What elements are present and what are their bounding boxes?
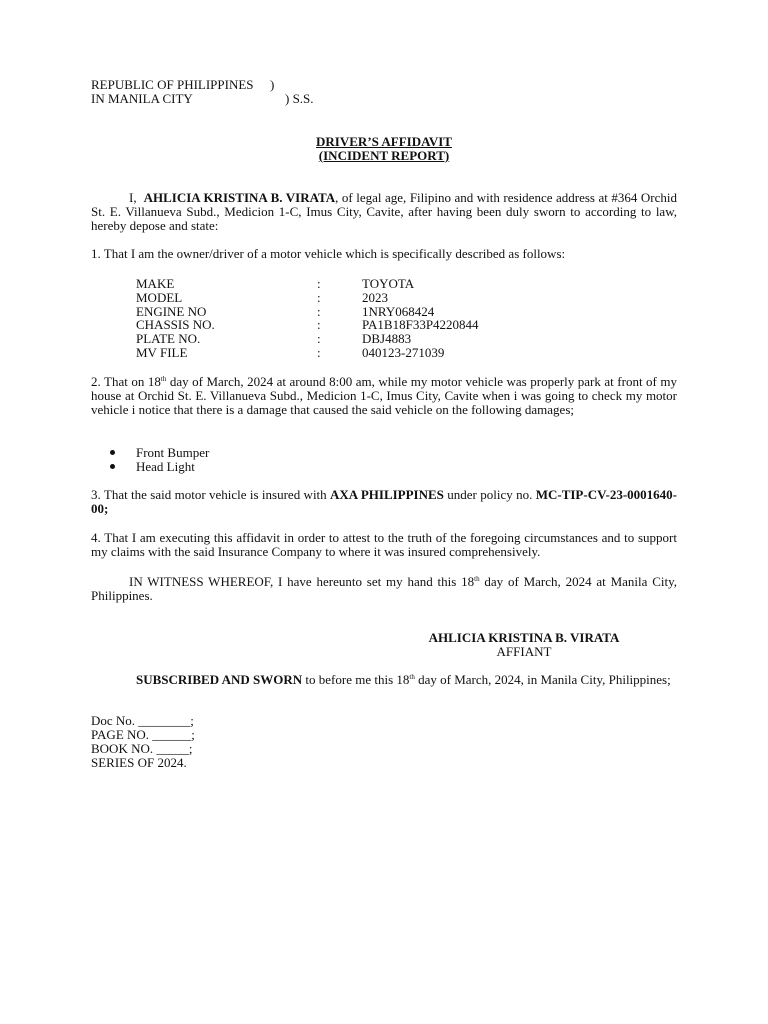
item-2-text-b: day of March, 2024 at around 8:00 am, while my motor vehicle was properly park at front of my house at Orchid St. E. Villanueva Subd., Medicion 1-C, Imus City, Cavite when i was going to check my motor vehicle i notice that there is a damage that caused the said vehicle on the following damages; [91, 374, 678, 417]
venue-block [91, 78, 391, 106]
notary-book-no: BOOK NO. _____; [91, 741, 193, 756]
vehicle-value: DBJ4883 [362, 331, 412, 347]
vehicle-label: PLATE NO. [136, 331, 201, 347]
document-title [0, 135, 768, 163]
vehicle-separator: : [317, 331, 321, 347]
bullet-icon [110, 464, 115, 469]
list-item [110, 460, 209, 474]
title-line-1: DRIVER’S AFFIDAVIT [316, 134, 452, 149]
list-item [110, 446, 209, 460]
item-3-text-b: under policy no. [443, 487, 536, 502]
vehicle-label: CHASSIS NO. [136, 317, 215, 333]
vehicle-details-table [136, 277, 536, 360]
damage-item: Front Bumper [136, 445, 210, 460]
insurer-name: AXA PHILIPPINES [330, 487, 444, 502]
vehicle-row [136, 277, 536, 291]
vehicle-separator: : [317, 344, 321, 360]
vehicle-value: 1NRY068424 [362, 303, 435, 319]
item-2-paragraph [91, 375, 677, 417]
intro-paragraph [91, 191, 677, 233]
venue-ss: ) S.S. [285, 91, 314, 106]
item-2-ordinal: th [160, 375, 167, 383]
bullet-icon [110, 450, 115, 455]
vehicle-row [136, 318, 536, 332]
witness-text-a: IN WITNESS WHEREOF, I have hereunto set my hand this 18 [129, 574, 475, 589]
jurat-paragraph [91, 673, 677, 687]
signature-block [380, 631, 668, 659]
witness-text-b: day of March, 2024 at Manila City, Philippines. [91, 574, 677, 603]
venue-city: IN MANILA CITY [91, 91, 193, 106]
damage-list [110, 446, 209, 474]
jurat-text-a: to before me this 18 [302, 672, 410, 687]
notary-page-no: PAGE NO. ______; [91, 727, 195, 742]
witness-paragraph [91, 575, 677, 603]
vehicle-value: TOYOTA [362, 276, 415, 291]
item-3-text-a: 3. That the said motor vehicle is insured with [91, 487, 331, 502]
vehicle-value: 2023 [362, 289, 388, 305]
notary-block [91, 714, 195, 770]
jurat-text-b: day of March, 2024, in Manila City, Philippines; [414, 672, 671, 687]
vehicle-label: MAKE [136, 276, 175, 291]
intro-prefix: I, [129, 190, 137, 205]
notary-doc-no: Doc No. ________; [91, 713, 194, 728]
vehicle-value: 040123-271039 [362, 344, 445, 360]
vehicle-label: MV FILE [136, 344, 188, 360]
witness-ordinal: th [474, 575, 480, 583]
notary-series: SERIES OF 2024. [91, 755, 187, 770]
vehicle-separator: : [317, 276, 321, 291]
signatory-name: AHLICIA KRISTINA B. VIRATA [428, 630, 620, 645]
vehicle-label: MODEL [136, 289, 183, 305]
vehicle-row [136, 346, 536, 360]
intro-rest: , of legal age, Filipino and with residence address at #364 Orchid St. E. Villanueva Subd., Medicion 1-C, Imus City, Cavite, after having been duly sworn to according to law, hereby depose and state: [91, 190, 678, 233]
title-line-2: (INCIDENT REPORT) [318, 148, 450, 163]
vehicle-label: ENGINE NO [136, 303, 207, 319]
vehicle-separator: : [317, 317, 321, 333]
vehicle-separator: : [317, 289, 321, 305]
jurat-ordinal: th [409, 673, 415, 681]
venue-republic: REPUBLIC OF PHILIPPINES [91, 77, 254, 92]
item-3-paragraph [91, 488, 677, 516]
vehicle-value: PA1B18F33P4220844 [362, 317, 479, 333]
policy-number: MC-TIP-CV-23-0001640-00; [91, 487, 677, 516]
item-1-paragraph: 1. That I am the owner/driver of a motor vehicle which is specifically described as follows: [91, 246, 566, 261]
damage-item: Head Light [136, 459, 195, 474]
vehicle-separator: : [317, 303, 321, 319]
vehicle-row [136, 332, 536, 346]
signatory-role: AFFIANT [496, 644, 552, 659]
affiant-name: AHLICIA KRISTINA B. VIRATA [143, 190, 336, 205]
item-2-text-a: 2. That on 18 [91, 374, 161, 389]
jurat-bold: SUBSCRIBED AND SWORN [136, 672, 303, 687]
vehicle-row [136, 305, 536, 319]
item-4-paragraph: 4. That I am executing this affidavit in order to attest to the truth of the foregoing circumstances and to support my claims with the said Insurance Company to where it was insured comprehensively. [91, 530, 677, 559]
vehicle-row [136, 291, 536, 305]
venue-paren: ) [270, 77, 275, 92]
